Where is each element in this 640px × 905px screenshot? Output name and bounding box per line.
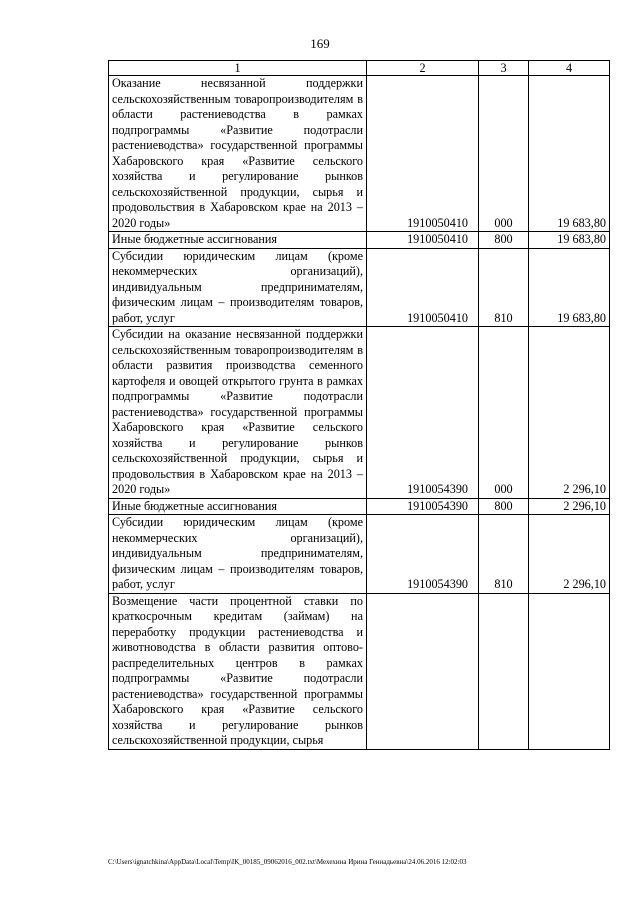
table-row bbox=[109, 327, 610, 499]
row-amount: 19 683,80 bbox=[529, 248, 610, 327]
row-name: Иные бюджетные ассигнования bbox=[109, 498, 367, 515]
row-type: 800 bbox=[479, 232, 529, 249]
row-amount: 2 296,10 bbox=[529, 515, 610, 594]
row-name: Возмещение части процентной ставки по краткосрочным кредитам (займам) на переработку продукции растениеводства и животноводства в области развития оптово-распределительных центров в рамках подпрограммы «Развитие подотрасли растениеводства» государственной программы Хабаровского края «Развитие сельского хозяйства и регулирование рынков сельскохозяйственной продукции, сырья bbox=[109, 593, 367, 749]
row-amount: 2 296,10 bbox=[529, 498, 610, 515]
row-amount: 2 296,10 bbox=[529, 327, 610, 499]
row-type: 810 bbox=[479, 248, 529, 327]
row-code: 1910050410 bbox=[367, 76, 479, 232]
row-code: 1910054390 bbox=[367, 515, 479, 594]
table-header-row bbox=[109, 61, 610, 76]
row-type bbox=[479, 593, 529, 749]
row-amount bbox=[529, 593, 610, 749]
row-type: 000 bbox=[479, 327, 529, 499]
row-code bbox=[367, 593, 479, 749]
row-name: Субсидии на оказание несвязанной поддержки сельскохозяйственным товаропроизводителям в области развития производства семенного картофеля и овощей открытого грунта в рамках подпрограммы «Развитие подотрасли растениеводства» государственной программы Хабаровского края «Развитие сельского хозяйства и регулирование рынков сельскохозяйственной продукции, сырья и продовольствия в Хабаровском крае на 2013 – 2020 годы» bbox=[109, 327, 367, 499]
table-row bbox=[109, 498, 610, 515]
row-type: 810 bbox=[479, 515, 529, 594]
row-name: Оказание несвязанной поддержки сельскохозяйственным товаропроизводителям в области растениеводства в рамках подпрограммы «Развитие подотрасли растениеводства» государственной программы Хабаровского края «Развитие сельского хозяйства и регулирование рынков сельскохозяйственной продукции, сырья и продовольствия в Хабаровском крае на 2013 – 2020 годы» bbox=[109, 76, 367, 232]
page-number: 169 bbox=[310, 36, 330, 51]
row-name: Иные бюджетные ассигнования bbox=[109, 232, 367, 249]
row-amount: 19 683,80 bbox=[529, 76, 610, 232]
budget-table bbox=[108, 60, 610, 750]
table-row bbox=[109, 593, 610, 749]
column-header: 3 bbox=[479, 61, 529, 76]
row-code: 1910050410 bbox=[367, 248, 479, 327]
row-name: Субсидии юридическим лицам (кроме некоммерческих организаций), индивидуальным предпринимателям, физическим лицам – производителям товаров, работ, услуг bbox=[109, 515, 367, 594]
file-path-footer: C:\Users\ignatchkina\AppData\Local\Temp\IK_00185_09062016_002.txt\Мехехина Ирина Геннадьевна\24.06.2016 12:02:03 bbox=[108, 858, 467, 866]
column-header: 2 bbox=[367, 61, 479, 76]
row-name: Субсидии юридическим лицам (кроме некоммерческих организаций), индивидуальным предпринимателям, физическим лицам – производителям товаров, работ, услуг bbox=[109, 248, 367, 327]
row-type: 800 bbox=[479, 498, 529, 515]
table-row bbox=[109, 515, 610, 594]
row-amount: 19 683,80 bbox=[529, 232, 610, 249]
row-type: 000 bbox=[479, 76, 529, 232]
column-header: 1 bbox=[109, 61, 367, 76]
table-row bbox=[109, 76, 610, 232]
table-row bbox=[109, 248, 610, 327]
row-code: 1910054390 bbox=[367, 498, 479, 515]
table-row bbox=[109, 232, 610, 249]
row-code: 1910054390 bbox=[367, 327, 479, 499]
column-header: 4 bbox=[529, 61, 610, 76]
row-code: 1910050410 bbox=[367, 232, 479, 249]
